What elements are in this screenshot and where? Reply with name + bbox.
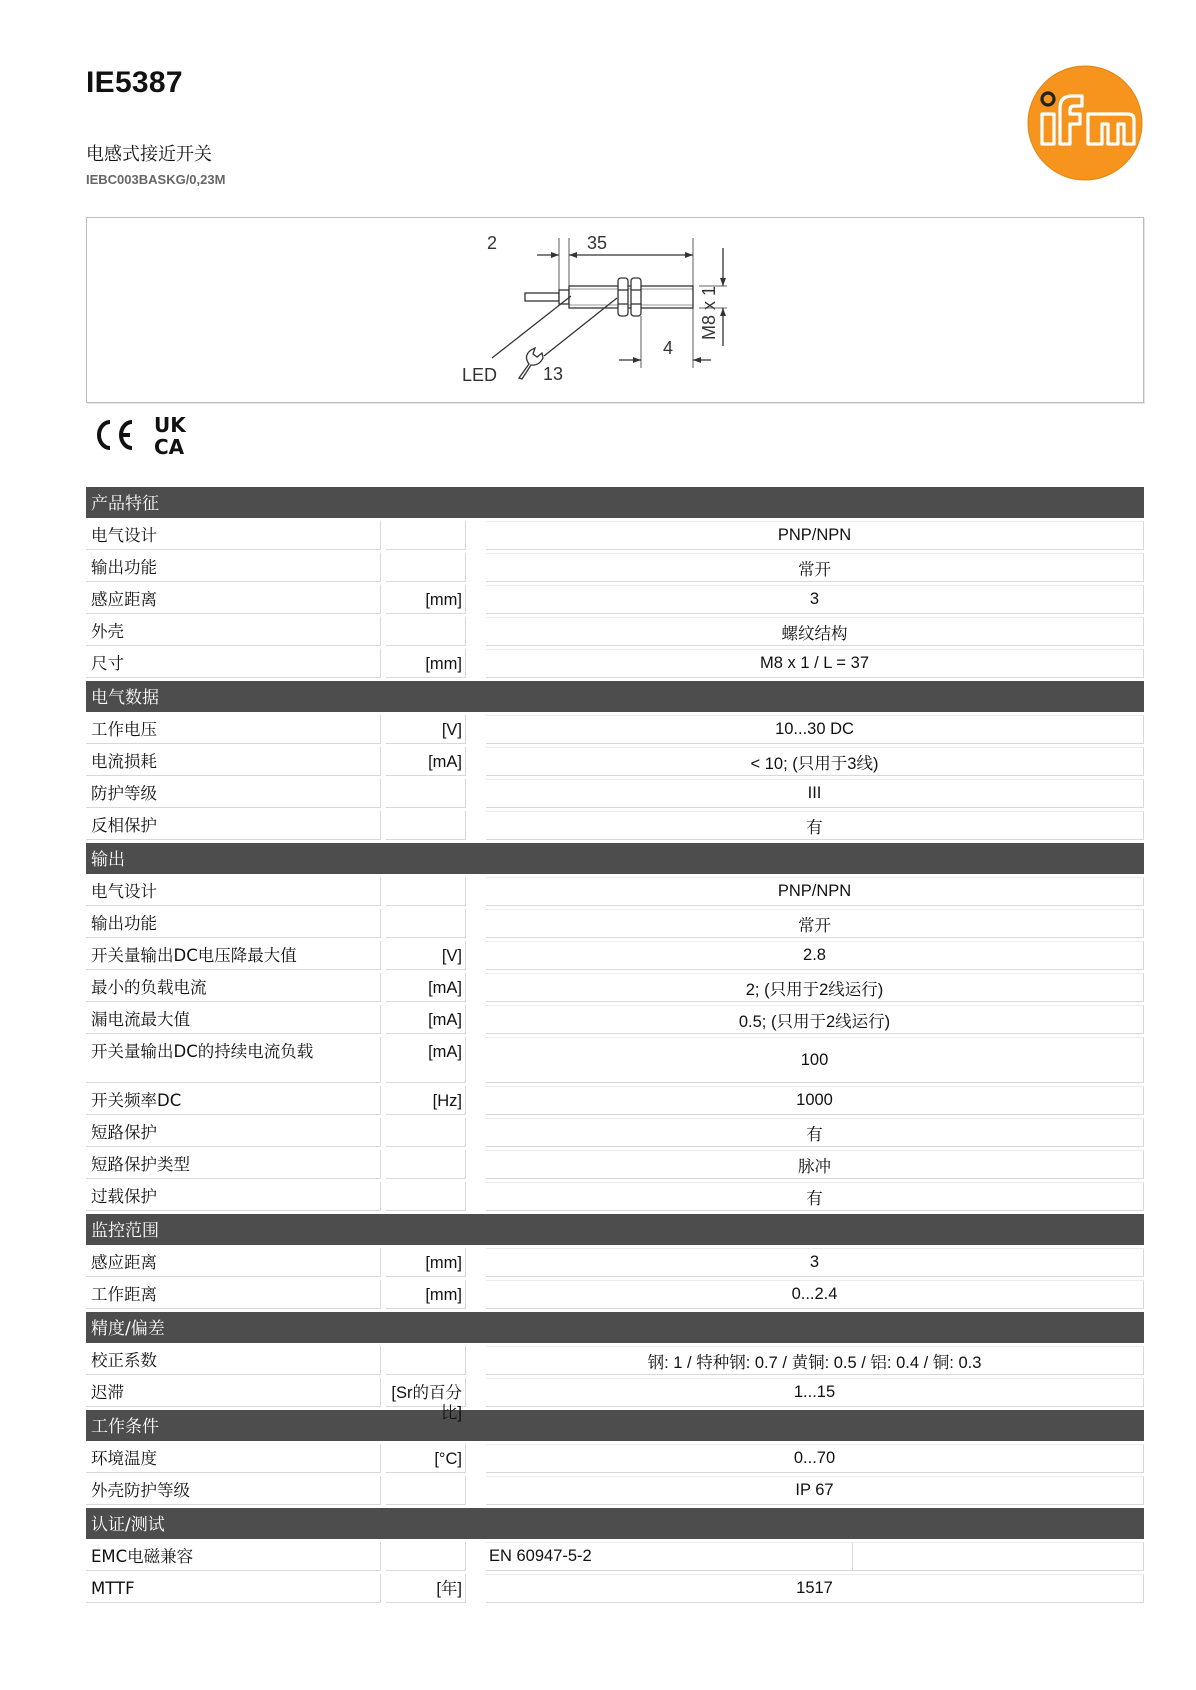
spec-value (486, 1542, 1144, 1571)
spec-value: PNP/NPN (486, 521, 1144, 550)
spec-unit (386, 779, 466, 808)
spec-value: 3 (486, 1248, 1144, 1277)
dim-nut-label: 4 (663, 338, 674, 358)
spec-label: 外壳防护等级 (86, 1476, 381, 1505)
wrench-size-label: 13 (543, 364, 564, 384)
spec-unit: [mA] (386, 1005, 466, 1034)
spec-row (86, 941, 1144, 970)
spec-row (86, 1346, 1144, 1375)
spec-unit: [Hz] (386, 1086, 466, 1115)
spec-value: 2; (只用于2线运行) (486, 973, 1144, 1002)
spec-value: 常开 (486, 553, 1144, 582)
spec-value: 3 (486, 585, 1144, 614)
spec-unit (386, 1346, 466, 1375)
spec-value: 0...2.4 (486, 1280, 1144, 1309)
spec-label: 迟滞 (86, 1378, 381, 1407)
spec-value: 0...70 (486, 1444, 1144, 1473)
spec-row (86, 1150, 1144, 1179)
spec-value: < 10; (只用于3线) (486, 747, 1144, 776)
spec-value: 脉冲 (486, 1150, 1144, 1179)
spec-unit: [V] (386, 941, 466, 970)
section-header: 工作条件 (86, 1410, 1144, 1441)
spec-unit: [mA] (386, 1037, 466, 1083)
spec-row (86, 553, 1144, 582)
spec-label: 工作距离 (86, 1280, 381, 1309)
spec-unit (386, 1182, 466, 1211)
spec-unit: [年] (386, 1574, 466, 1603)
spec-label: 短路保护类型 (86, 1150, 381, 1179)
spec-label: 输出功能 (86, 909, 381, 938)
spec-value: 有 (486, 1118, 1144, 1147)
ifm-logo-icon (1026, 64, 1144, 182)
spec-label: MTTF (86, 1574, 381, 1603)
spec-row (86, 649, 1144, 678)
spec-row (86, 1280, 1144, 1309)
spec-row (86, 811, 1144, 840)
section-header: 输出 (86, 843, 1144, 874)
ce-mark-icon (99, 422, 132, 448)
spec-label: 开关量输出DC电压降最大值 (86, 941, 381, 970)
spec-row (86, 779, 1144, 808)
ukca-mark-bottom: CA (154, 435, 185, 458)
spec-unit: [mA] (386, 747, 466, 776)
spec-label: 校正系数 (86, 1346, 381, 1375)
spec-value: 100 (486, 1037, 1144, 1083)
product-code: IE5387 (86, 66, 183, 99)
dim-thread-label: M8 x 1 (699, 285, 719, 340)
spec-label: 电流损耗 (86, 747, 381, 776)
spec-row (86, 1476, 1144, 1505)
spec-label: 感应距离 (86, 1248, 381, 1277)
sensor-drawing (87, 218, 1143, 402)
spec-row (86, 1248, 1144, 1277)
spec-row (86, 1118, 1144, 1147)
spec-value: 螺纹结构 (486, 617, 1144, 646)
spec-unit (386, 877, 466, 906)
section-header: 电气数据 (86, 681, 1144, 712)
spec-value: III (486, 779, 1144, 808)
spec-row (86, 585, 1144, 614)
spec-row (86, 747, 1144, 776)
spec-unit: [mm] (386, 585, 466, 614)
spec-unit (386, 1476, 466, 1505)
dim-body-label: 35 (587, 233, 608, 253)
spec-unit (386, 521, 466, 550)
spec-value: M8 x 1 / L = 37 (486, 649, 1144, 678)
spec-row (86, 877, 1144, 906)
spec-label: 电气设计 (86, 877, 381, 906)
led-label: LED (462, 365, 498, 385)
spec-unit: [mm] (386, 649, 466, 678)
spec-label: 漏电流最大值 (86, 1005, 381, 1034)
spec-row (86, 1378, 1144, 1422)
spec-unit (386, 909, 466, 938)
spec-value: 10...30 DC (486, 715, 1144, 744)
spec-label: 开关频率DC (86, 1086, 381, 1115)
product-type: 电感式接近开关 (86, 144, 212, 165)
spec-label: 感应距离 (86, 585, 381, 614)
spec-value: 0.5; (只用于2线运行) (486, 1005, 1144, 1034)
spec-label: 开关量输出DC的持续电流负载 (86, 1037, 381, 1083)
wrench-icon (519, 348, 543, 379)
spec-row (86, 521, 1144, 550)
section-header: 产品特征 (86, 487, 1144, 518)
article-designation: IEBC003BASKG/0,23M (86, 172, 226, 187)
spec-value-text: EN 60947-5-2 (486, 1543, 853, 1570)
spec-unit (386, 1542, 466, 1571)
spec-value: 1000 (486, 1086, 1144, 1115)
spec-unit: [mm] (386, 1248, 466, 1277)
section-header: 精度/偏差 (86, 1312, 1144, 1343)
spec-value: 1517 (486, 1574, 1144, 1603)
spec-row (86, 1444, 1144, 1473)
spec-label: 工作电压 (86, 715, 381, 744)
spec-unit (386, 553, 466, 582)
ukca-mark-top: UK (154, 413, 186, 437)
spec-label: 最小的负载电流 (86, 973, 381, 1002)
spec-value: 2.8 (486, 941, 1144, 970)
spec-unit (386, 1150, 466, 1179)
section-header: 认证/测试 (86, 1508, 1144, 1539)
spec-row (86, 973, 1144, 1002)
spec-row (86, 1574, 1144, 1603)
spec-row (86, 1005, 1144, 1034)
dimension-drawing (86, 217, 1144, 403)
spec-row (86, 1542, 1144, 1571)
spec-value: PNP/NPN (486, 877, 1144, 906)
spec-unit: [mA] (386, 973, 466, 1002)
spec-value: 有 (486, 1182, 1144, 1211)
spec-label: 输出功能 (86, 553, 381, 582)
spec-label: 环境温度 (86, 1444, 381, 1473)
spec-row (86, 1037, 1144, 1083)
spec-value: 常开 (486, 909, 1144, 938)
spec-value: 钢: 1 / 特种钢: 0.7 / 黄铜: 0.5 / 铝: 0.4 / 铜: 0.3 (486, 1346, 1144, 1375)
spec-row (86, 1086, 1144, 1115)
certification-marks (90, 410, 200, 458)
dim-tip-label: 2 (487, 233, 498, 253)
spec-row (86, 909, 1144, 938)
spec-value: 1...15 (486, 1378, 1144, 1407)
spec-value: 有 (486, 811, 1144, 840)
spec-row (86, 617, 1144, 646)
spec-row (86, 715, 1144, 744)
spec-label: EMC电磁兼容 (86, 1542, 381, 1571)
spec-label: 过载保护 (86, 1182, 381, 1211)
spec-value: IP 67 (486, 1476, 1144, 1505)
spec-unit: [V] (386, 715, 466, 744)
spec-unit: [°C] (386, 1444, 466, 1473)
spec-label: 电气设计 (86, 521, 381, 550)
section-header: 监控范围 (86, 1214, 1144, 1245)
spec-label: 防护等级 (86, 779, 381, 808)
spec-row (86, 1182, 1144, 1211)
spec-label: 外壳 (86, 617, 381, 646)
spec-label: 反相保护 (86, 811, 381, 840)
spec-label: 尺寸 (86, 649, 381, 678)
spec-unit (386, 617, 466, 646)
spec-unit: [Sr的百分比] (386, 1378, 466, 1407)
spec-unit (386, 811, 466, 840)
spec-label: 短路保护 (86, 1118, 381, 1147)
specification-table (86, 487, 1144, 1603)
spec-unit: [mm] (386, 1280, 466, 1309)
spec-unit (386, 1118, 466, 1147)
